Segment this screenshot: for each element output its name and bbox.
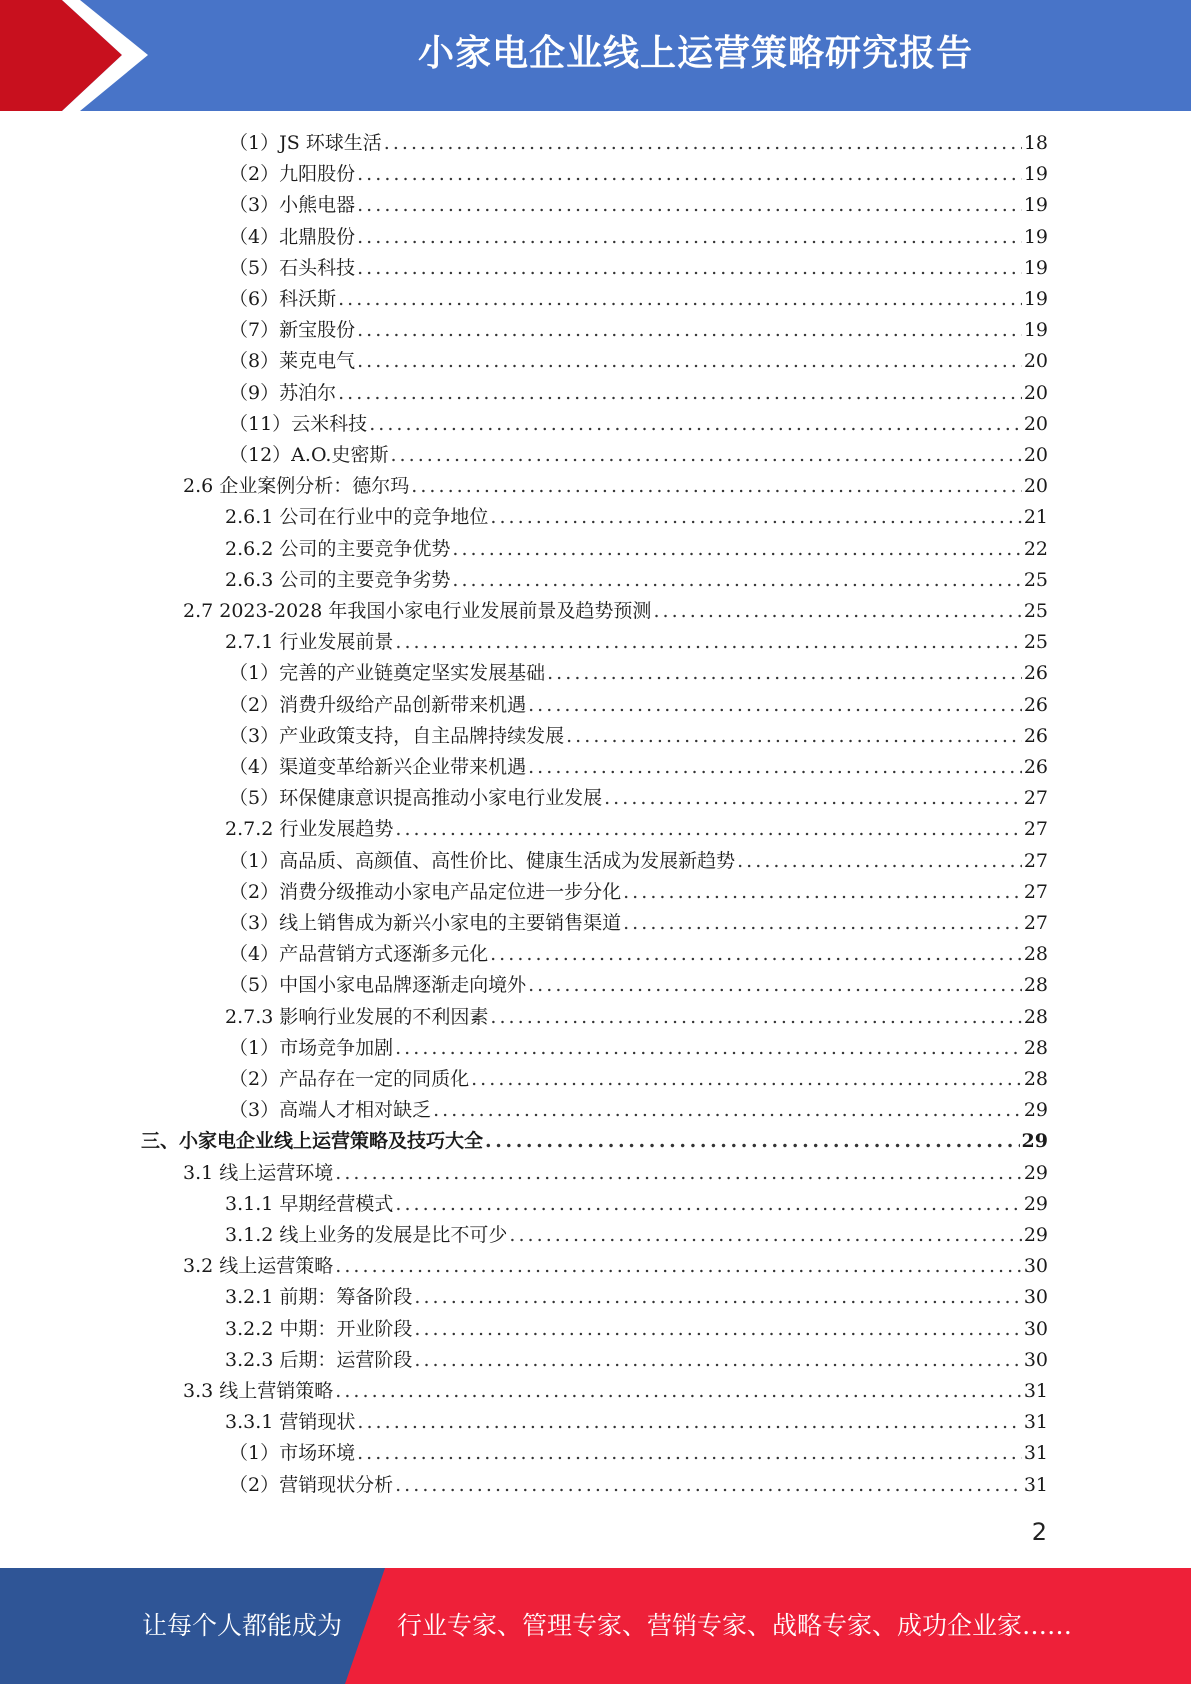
toc-dot-leader [395,1033,1022,1064]
toc-dot-leader [737,846,1022,877]
toc-entry-label: 2.6.3 公司的主要竞争劣势 [225,568,451,591]
toc-entry[interactable] [225,1189,1048,1220]
toc-entry-label: （1）市场环境 [229,1442,356,1465]
toc-entry-label: （2）消费升级给产品创新带来机遇 [229,693,527,716]
toc-dot-leader [452,534,1021,565]
toc-entry-page: 31 [1023,1411,1048,1434]
toc-entry-page: 29 [1023,1224,1048,1246]
toc-entry[interactable] [225,565,1048,596]
toc-entry[interactable] [183,596,1048,627]
toc-entry-page: 19 [1023,256,1048,279]
toc-dot-leader [528,690,1022,721]
toc-entry[interactable] [229,690,1048,721]
toc-entry[interactable] [225,1220,1048,1251]
toc-entry-page: 20 [1023,444,1048,466]
toc-dot-leader [357,315,1022,346]
toc-dot-leader [357,190,1022,221]
toc-entry-label: （6）科沃斯 [229,288,337,310]
toc-entry[interactable] [229,1095,1048,1126]
toc-entry-label: （1）完善的产业链奠定坚实发展基础 [229,662,546,685]
toc-entry-label: （12）A.O.史密斯 [229,444,389,466]
toc-entry[interactable] [229,1438,1048,1469]
toc-entry-label: 3.2.2 中期：开业阶段 [225,1317,413,1340]
toc-entry-label: （3）高端人才相对缺乏 [229,1099,432,1122]
toc-entry[interactable] [225,627,1048,658]
toc-dot-leader [414,1345,1021,1376]
toc-dot-leader [335,1251,1022,1282]
toc-entry-label: 3.1 线上运营环境 [183,1161,334,1184]
toc-entry[interactable] [225,1407,1048,1438]
toc-dot-leader [528,970,1022,1001]
toc-dot-leader [384,128,1022,159]
toc-entry-label: 三、小家电企业线上运营策略及技巧大全 [141,1130,484,1153]
toc-entry-label: 3.3.1 营销现状 [225,1411,356,1434]
toc-entry[interactable] [225,1002,1048,1033]
toc-entry-page: 20 [1023,350,1048,373]
toc-entry-page: 25 [1023,631,1048,654]
toc-dot-leader [357,346,1022,377]
toc-entry-page: 20 [1023,475,1048,498]
toc-dot-leader [411,471,1022,502]
toc-dot-leader [452,565,1021,596]
toc-entry-label: （2）消费分级推动小家电产品定位进一步分化 [229,880,622,903]
toc-entry-label: 2.6 企业案例分析：德尔玛 [183,475,410,498]
toc-entry-label: （1）高品质、高颜值、高性价比、健康生活成为发展新趋势 [229,849,736,872]
toc-entry-page: 26 [1023,756,1048,778]
toc-entry-page: 18 [1023,132,1048,154]
toc-entry-label: （7）新宝股份 [229,319,356,342]
toc-entry[interactable] [225,1314,1048,1345]
toc-dot-leader [357,253,1022,284]
toc-entry-page: 31 [1023,1380,1048,1402]
toc-entry-label: 3.2.1 前期：筹备阶段 [225,1286,413,1309]
toc-entry-page: 26 [1023,662,1048,685]
toc-entry-page: 19 [1023,319,1048,342]
toc-entry[interactable] [229,721,1048,752]
toc-dot-leader [338,378,1022,409]
toc-entry-label: （2）营销现状分析 [229,1473,394,1496]
toc-entry-page: 26 [1023,724,1048,747]
toc-entry-label: （1）市场竞争加剧 [229,1036,394,1059]
toc-entry-label: 2.7 2023-2028 年我国小家电行业发展前景及趋势预测 [183,600,652,622]
toc-entry-label: （4）北鼎股份 [229,225,356,248]
toc-entry[interactable] [229,190,1048,221]
toc-entry-page: 20 [1023,412,1048,435]
toc-entry-page: 31 [1023,1442,1048,1465]
toc-dot-leader [357,222,1022,253]
toc-dot-leader [335,1376,1022,1407]
toc-dot-leader [471,1064,1022,1095]
toc-entry[interactable] [229,908,1048,939]
toc-entry[interactable] [183,471,1048,502]
toc-dot-leader [547,658,1022,689]
toc-entry-label: 2.7.1 行业发展前景 [225,631,394,654]
toc-dot-leader [490,939,1022,970]
toc-dot-leader [414,1314,1021,1345]
toc-dot-leader [623,877,1022,908]
toc-entry[interactable] [229,752,1048,783]
toc-entry-label: （8）莱克电气 [229,350,356,373]
toc-entry[interactable] [229,1064,1048,1095]
toc-entry-label: 3.1.2 线上业务的发展是比不可少 [225,1224,508,1246]
toc-dot-leader [335,1158,1022,1189]
toc-entry[interactable] [183,1251,1048,1282]
toc-entry-page: 29 [1023,1161,1048,1184]
toc-dot-leader [433,1095,1022,1126]
toc-dot-leader [395,814,1021,845]
footer-slogan-right: 行业专家、管理专家、营销专家、战略专家、成功企业家…… [397,1611,1073,1640]
toc-entry-label: （2）产品存在一定的同质化 [229,1068,470,1090]
toc-entry-page: 25 [1023,568,1048,591]
toc-entry-page: 30 [1023,1348,1048,1371]
toc-entry-page: 19 [1023,194,1048,217]
toc-entry-label: 3.3 线上营销策略 [183,1380,334,1402]
toc-entry[interactable] [229,939,1048,970]
toc-entry-page: 25 [1023,600,1048,622]
toc-entry-page: 28 [1023,943,1048,966]
toc-entry-page: 19 [1023,163,1048,186]
header-arrow-decoration [0,0,160,111]
toc-entry[interactable] [229,1470,1048,1501]
toc-entry[interactable] [225,534,1048,565]
toc-dot-leader [395,627,1021,658]
toc-entry-page: 28 [1023,974,1048,997]
toc-entry-label: （9）苏泊尔 [229,381,337,404]
toc-entry-page: 28 [1023,1068,1048,1090]
toc-entry[interactable] [229,378,1048,409]
toc-dot-leader [357,1407,1021,1438]
toc-dot-leader [604,783,1022,814]
toc-entry-page: 27 [1023,880,1048,903]
toc-entry-page: 30 [1023,1317,1048,1340]
toc-dot-leader [623,908,1022,939]
toc-dot-leader [395,1470,1022,1501]
page-header [0,0,1191,111]
toc-entry-page: 27 [1023,818,1048,841]
toc-dot-leader [490,1002,1021,1033]
toc-dot-leader [485,1126,1020,1157]
toc-entry-page: 21 [1023,506,1048,529]
toc-entry-label: （1）JS 环球生活 [229,132,382,154]
toc-entry-label: （5）中国小家电品牌逐渐走向境外 [229,974,527,997]
toc-entry-label: 2.6.2 公司的主要竞争优势 [225,537,451,560]
toc-entry[interactable] [229,846,1048,877]
toc-entry-label: （3）产业政策支持，自主品牌持续发展 [229,724,565,747]
toc-dot-leader [390,440,1021,471]
toc-entry-label: 2.7.2 行业发展趋势 [225,818,394,841]
toc-entry-label: （5）石头科技 [229,256,356,279]
toc-entry-page: 19 [1023,288,1048,310]
toc-dot-leader [357,159,1022,190]
toc-entry-label: 3.1.1 早期经营模式 [225,1192,394,1215]
toc-entry-label: 2.6.1 公司在行业中的竞争地位 [225,506,489,529]
toc-entry-label: 2.7.3 影响行业发展的不利因素 [225,1005,489,1028]
toc-entry-page: 19 [1023,225,1048,248]
toc-dot-leader [414,1282,1021,1313]
toc-entry-page: 28 [1023,1005,1048,1028]
toc-entry[interactable] [225,502,1048,533]
toc-entry[interactable] [229,658,1048,689]
toc-entry[interactable] [229,877,1048,908]
toc-entry-page: 29 [1023,1192,1048,1215]
toc-dot-leader [509,1220,1021,1251]
toc-entry-label: （11）云米科技 [229,412,368,435]
footer-slogan-left: 让每个人都能成为 [142,1611,343,1640]
toc-entry-label: （2）九阳股份 [229,163,356,186]
toc-entry[interactable] [183,1158,1048,1189]
toc-entry[interactable] [229,440,1048,471]
toc-entry[interactable] [225,814,1048,845]
page-number: 2 [1031,1518,1047,1546]
toc-entry-label: 3.2.3 后期：运营阶段 [225,1348,413,1371]
toc-entry[interactable] [225,1282,1048,1313]
toc-dot-leader [338,284,1022,315]
toc-entry-page: 29 [1021,1130,1048,1153]
toc-entry[interactable] [229,159,1048,190]
page-footer [0,1568,1191,1684]
toc-entry-page: 22 [1023,537,1048,560]
toc-entry[interactable] [229,253,1048,284]
toc-dot-leader [490,502,1021,533]
toc-entry-label: （4）产品营销方式逐渐多元化 [229,943,489,966]
toc-entry[interactable] [229,1033,1048,1064]
toc-entry[interactable] [229,970,1048,1001]
toc-entry-label: （3）小熊电器 [229,194,356,217]
toc-dot-leader [369,409,1022,440]
toc-entry-page: 26 [1023,693,1048,716]
toc-entry-page: 20 [1023,381,1048,404]
toc-dot-leader [528,752,1022,783]
toc-entry-page: 28 [1023,1036,1048,1059]
toc-entry[interactable] [229,284,1048,315]
toc-entry[interactable] [229,409,1048,440]
toc-entry-label: （4）渠道变革给新兴企业带来机遇 [229,756,527,778]
toc-entry-label: （5）环保健康意识提高推动小家电行业发展 [229,787,603,810]
toc-entry-page: 31 [1023,1473,1048,1496]
toc-entry[interactable] [229,346,1048,377]
toc-entry-page: 27 [1023,787,1048,810]
toc-entry-page: 30 [1023,1286,1048,1309]
toc-dot-leader [653,596,1021,627]
toc-entry-label: （3）线上销售成为新兴小家电的主要销售渠道 [229,912,622,934]
toc-entry-label: 3.2 线上运营策略 [183,1255,334,1278]
toc-dot-leader [566,721,1022,752]
toc-entry-page: 27 [1023,912,1048,934]
toc-dot-leader [357,1438,1022,1469]
toc-entry[interactable] [141,1126,1048,1157]
toc-entry[interactable] [229,783,1048,814]
toc-dot-leader [395,1189,1021,1220]
toc-entry[interactable] [183,1376,1048,1407]
toc-entry[interactable] [229,315,1048,346]
toc-entry[interactable] [229,222,1048,253]
report-title: 小家电企业线上运营策略研究报告 [417,33,973,74]
toc-entry-page: 29 [1023,1099,1048,1122]
toc-entry-page: 27 [1023,849,1048,872]
toc-entry-page: 30 [1023,1255,1048,1278]
toc-entry[interactable] [229,128,1048,159]
toc-entry[interactable] [225,1345,1048,1376]
